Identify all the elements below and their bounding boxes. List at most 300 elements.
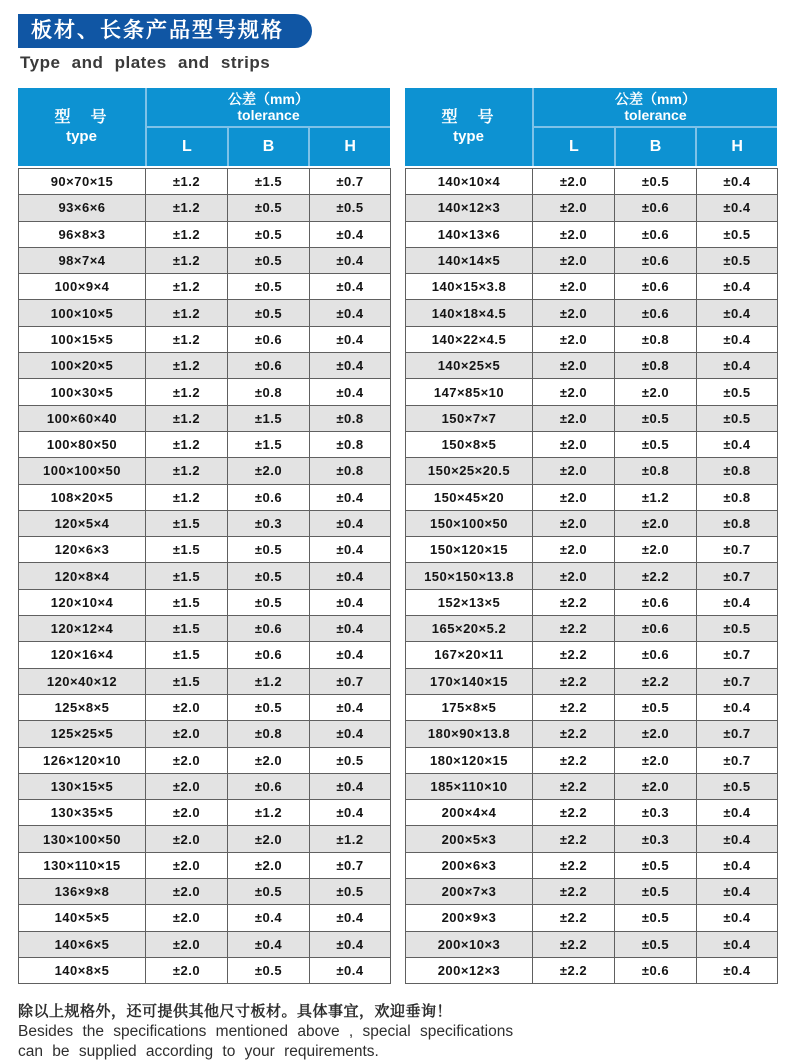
tolerance-cell: ±0.6: [615, 589, 697, 615]
tolerance-cell: ±1.5: [146, 616, 228, 642]
tolerance-cell: ±2.0: [615, 537, 697, 563]
tolerance-cell: ±1.5: [228, 169, 310, 195]
type-cell: 200×12×3: [406, 957, 533, 983]
tolerance-cell: ±1.2: [146, 195, 228, 221]
type-cell: 200×7×3: [406, 879, 533, 905]
tolerance-cell: ±1.2: [146, 326, 228, 352]
type-cell: 170×140×15: [406, 668, 533, 694]
tolerance-cell: ±0.6: [615, 274, 697, 300]
tolerance-cell: ±1.2: [228, 668, 310, 694]
type-cell: 140×6×5: [19, 931, 146, 957]
tolerance-cell: ±0.3: [228, 510, 310, 536]
tolerance-cell: ±1.5: [146, 563, 228, 589]
table-row: [19, 405, 391, 431]
type-cell: 98×7×4: [19, 247, 146, 273]
table-row: [406, 563, 778, 589]
tolerance-cell: ±2.0: [146, 747, 228, 773]
tolerance-cell: ±2.2: [533, 957, 615, 983]
tolerance-cell: ±0.5: [228, 300, 310, 326]
tolerance-cell: ±2.0: [533, 353, 615, 379]
tolerance-cell: ±0.5: [228, 694, 310, 720]
tolerance-cell: ±2.0: [533, 274, 615, 300]
tolerance-cell: ±2.0: [615, 773, 697, 799]
tolerance-cell: ±1.2: [310, 826, 391, 852]
page-title-banner: [18, 14, 312, 48]
page-subtitle: Type and plates and strips: [20, 53, 271, 72]
tolerance-cell: ±2.2: [533, 773, 615, 799]
tolerance-cell: ±1.2: [615, 484, 697, 510]
tolerance-cell: ±1.2: [146, 247, 228, 273]
table-row: [19, 642, 391, 668]
type-cell: 130×100×50: [19, 826, 146, 852]
table-row: [406, 852, 778, 878]
tolerance-cell: ±2.2: [533, 642, 615, 668]
tolerance-cell: ±2.0: [146, 852, 228, 878]
tolerance-cell: ±2.2: [615, 563, 697, 589]
footer-note-en-line1: Besides the specifications mentioned above , special specifications: [18, 1022, 514, 1040]
tolerance-cell: ±2.2: [533, 879, 615, 905]
tolerance-cell: ±0.5: [615, 879, 697, 905]
tolerance-cell: ±2.0: [146, 800, 228, 826]
type-cell: 167×20×11: [406, 642, 533, 668]
tolerance-cell: ±2.0: [146, 721, 228, 747]
table-body-left: [18, 168, 391, 984]
tolerance-cell: ±0.5: [310, 195, 391, 221]
table-row: [19, 852, 391, 878]
footer-note-cn: 除以上规格外，还可提供其他尺寸板材。具体事宜，欢迎垂询！: [18, 1003, 453, 1021]
type-cell: 150×7×7: [406, 405, 533, 431]
type-cell: 120×6×3: [19, 537, 146, 563]
tolerance-cell: ±1.2: [146, 431, 228, 457]
type-cell: 130×110×15: [19, 852, 146, 878]
tolerance-label-cn: 公差（mm）: [615, 90, 696, 107]
tolerance-cell: ±2.0: [146, 957, 228, 983]
tolerance-cell: ±2.2: [533, 747, 615, 773]
tolerance-cell: ±0.4: [310, 379, 391, 405]
tolerance-cell: ±0.6: [228, 484, 310, 510]
tolerance-cell: ±2.0: [146, 931, 228, 957]
type-cell: 136×9×8: [19, 879, 146, 905]
tolerance-cell: ±2.0: [146, 826, 228, 852]
tolerance-cell: ±2.0: [228, 747, 310, 773]
lbh-header-row: [147, 128, 390, 166]
tolerance-cell: ±0.5: [697, 405, 778, 431]
type-cell: 140×5×5: [19, 905, 146, 931]
tolerance-cell: ±0.7: [697, 642, 778, 668]
table-row: [19, 589, 391, 615]
tolerance-cell: ±0.6: [615, 642, 697, 668]
tolerance-cell: ±0.6: [228, 642, 310, 668]
lbh-header-row: [534, 128, 777, 166]
type-cell: 100×100×50: [19, 458, 146, 484]
tolerance-cell: ±0.4: [697, 957, 778, 983]
tolerance-cell: ±0.4: [310, 957, 391, 983]
tolerance-cell: ±0.4: [310, 905, 391, 931]
type-cell: 165×20×5.2: [406, 616, 533, 642]
tolerance-cell: ±1.5: [146, 668, 228, 694]
table-row: [19, 800, 391, 826]
tolerance-cell: ±0.5: [615, 905, 697, 931]
type-cell: 100×9×4: [19, 274, 146, 300]
type-label-cn: 型 号: [441, 109, 496, 127]
table-row: [406, 905, 778, 931]
table-row: [406, 405, 778, 431]
tolerance-cell: ±0.4: [310, 800, 391, 826]
type-cell: 140×10×4: [406, 169, 533, 195]
tolerance-cell: ±0.3: [615, 826, 697, 852]
tolerance-cell: ±0.8: [310, 458, 391, 484]
tolerance-cell: ±2.0: [533, 169, 615, 195]
tolerance-cell: ±0.4: [310, 274, 391, 300]
table-row: [406, 510, 778, 536]
type-cell: 140×15×3.8: [406, 274, 533, 300]
tolerance-cell: ±2.2: [533, 852, 615, 878]
tolerance-cell: ±2.2: [533, 668, 615, 694]
tolerance-cell: ±0.4: [697, 694, 778, 720]
tolerance-cell: ±0.6: [228, 616, 310, 642]
type-cell: 185×110×10: [406, 773, 533, 799]
tolerance-cell: ±1.2: [146, 274, 228, 300]
tolerance-cell: ±2.0: [615, 510, 697, 536]
type-label-en: type: [453, 127, 484, 145]
type-cell: 175×8×5: [406, 694, 533, 720]
table-row: [19, 905, 391, 931]
table-row: [19, 537, 391, 563]
footer-note: [18, 1002, 782, 1062]
tolerance-column-header: [147, 88, 390, 166]
tolerance-cell: ±0.4: [228, 931, 310, 957]
tolerance-cell: ±0.4: [310, 221, 391, 247]
tolerance-cell: ±0.8: [697, 458, 778, 484]
tolerance-cell: ±2.0: [533, 484, 615, 510]
tolerance-cell: ±0.5: [228, 879, 310, 905]
tolerance-cell: ±0.8: [615, 326, 697, 352]
tolerance-cell: ±1.5: [146, 589, 228, 615]
type-cell: 100×10×5: [19, 300, 146, 326]
tolerance-cell: ±2.0: [533, 326, 615, 352]
tolerance-cell: ±0.4: [310, 721, 391, 747]
tolerance-cell: ±0.4: [310, 642, 391, 668]
type-cell: 90×70×15: [19, 169, 146, 195]
tolerance-cell: ±0.5: [697, 616, 778, 642]
tolerance-cell: ±0.4: [310, 484, 391, 510]
type-label-en: type: [66, 127, 97, 145]
table-row: [19, 694, 391, 720]
type-cell: 125×25×5: [19, 721, 146, 747]
type-cell: 200×10×3: [406, 931, 533, 957]
tolerance-cell: ±0.7: [697, 537, 778, 563]
table-row: [406, 721, 778, 747]
type-column-header: [405, 88, 534, 166]
table-row: [19, 431, 391, 457]
column-header-h: H: [308, 128, 390, 166]
tolerance-cell: ±1.2: [146, 300, 228, 326]
type-cell: 120×10×4: [19, 589, 146, 615]
tolerance-cell: ±0.5: [615, 931, 697, 957]
tolerance-cell: ±0.5: [615, 431, 697, 457]
tolerance-cell: ±2.0: [533, 300, 615, 326]
tolerance-cell: ±2.0: [533, 510, 615, 536]
tolerance-cell: ±0.4: [697, 326, 778, 352]
tolerance-cell: ±0.4: [697, 274, 778, 300]
type-cell: 147×85×10: [406, 379, 533, 405]
type-cell: 100×15×5: [19, 326, 146, 352]
table-row: [19, 169, 391, 195]
tolerance-cell: ±2.0: [533, 221, 615, 247]
tolerance-cell: ±0.4: [697, 905, 778, 931]
tolerance-label-cn: 公差（mm）: [228, 90, 309, 107]
type-cell: 120×16×4: [19, 642, 146, 668]
tolerance-cell: ±0.4: [310, 694, 391, 720]
table-row: [406, 484, 778, 510]
type-cell: 120×5×4: [19, 510, 146, 536]
table-row: [19, 721, 391, 747]
tolerance-cell: ±0.4: [310, 510, 391, 536]
type-cell: 140×25×5: [406, 353, 533, 379]
tolerance-cell: ±0.7: [310, 169, 391, 195]
tolerance-cell: ±2.0: [228, 826, 310, 852]
tolerance-cell: ±0.7: [310, 668, 391, 694]
type-cell: 108×20×5: [19, 484, 146, 510]
type-cell: 100×60×40: [19, 405, 146, 431]
column-header-l: L: [181, 138, 192, 155]
tolerance-cell: ±0.6: [615, 616, 697, 642]
tolerance-cell: ±0.5: [228, 537, 310, 563]
tolerance-cell: ±0.4: [697, 931, 778, 957]
tolerance-cell: ±0.5: [697, 247, 778, 273]
type-cell: 100×30×5: [19, 379, 146, 405]
type-cell: 100×20×5: [19, 353, 146, 379]
tolerance-cell: ±2.0: [615, 379, 697, 405]
type-cell: 180×90×13.8: [406, 721, 533, 747]
tolerance-cell: ±1.2: [146, 484, 228, 510]
table-row: [406, 247, 778, 273]
table-row: [19, 247, 391, 273]
tolerance-cell: ±2.0: [146, 694, 228, 720]
type-cell: 140×13×6: [406, 221, 533, 247]
tolerance-cell: ±2.0: [615, 721, 697, 747]
tolerance-cell: ±0.8: [697, 510, 778, 536]
tolerance-cell: ±1.5: [146, 642, 228, 668]
type-cell: 130×15×5: [19, 773, 146, 799]
tolerance-cell: ±2.0: [146, 879, 228, 905]
spec-table-left: [18, 88, 390, 984]
table-row: [19, 195, 391, 221]
tolerance-cell: ±2.0: [146, 905, 228, 931]
table-row: [406, 589, 778, 615]
type-cell: 180×120×15: [406, 747, 533, 773]
tolerance-cell: ±0.5: [615, 694, 697, 720]
table-row: [406, 195, 778, 221]
table-row: [19, 879, 391, 905]
tolerance-cell: ±1.2: [146, 353, 228, 379]
table-row: [19, 458, 391, 484]
tolerance-header: [534, 88, 777, 128]
tolerance-cell: ±0.5: [228, 247, 310, 273]
tolerance-cell: ±2.0: [533, 458, 615, 484]
type-cell: 200×4×4: [406, 800, 533, 826]
tolerance-cell: ±2.0: [146, 773, 228, 799]
tolerance-cell: ±2.2: [533, 905, 615, 931]
footer-note-en-line2: can be supplied according to your requirements.: [18, 1042, 379, 1060]
type-cell: 140×8×5: [19, 957, 146, 983]
tolerance-header: [147, 88, 390, 128]
tolerance-cell: ±2.0: [615, 747, 697, 773]
table-row: [406, 431, 778, 457]
table-row: [406, 694, 778, 720]
table-row: [19, 826, 391, 852]
type-cell: 200×5×3: [406, 826, 533, 852]
tolerance-cell: ±0.5: [697, 221, 778, 247]
column-header-l: L: [568, 138, 579, 155]
tolerance-cell: ±0.4: [310, 931, 391, 957]
tolerance-cell: ±0.4: [228, 905, 310, 931]
table-row: [19, 300, 391, 326]
tolerance-label-en: tolerance: [237, 107, 300, 123]
tolerance-cell: ±2.2: [533, 931, 615, 957]
tolerance-cell: ±2.0: [533, 247, 615, 273]
tolerance-cell: ±0.6: [615, 957, 697, 983]
tolerance-cell: ±1.2: [146, 169, 228, 195]
tolerance-cell: ±0.8: [310, 405, 391, 431]
tolerance-cell: ±0.6: [228, 326, 310, 352]
table-row: [406, 879, 778, 905]
tolerance-cell: ±0.5: [310, 879, 391, 905]
tolerance-cell: ±0.6: [615, 247, 697, 273]
tolerance-cell: ±1.5: [228, 431, 310, 457]
table-header-left: [18, 88, 390, 166]
table-row: [406, 326, 778, 352]
tolerance-cell: ±0.4: [310, 326, 391, 352]
type-cell: 200×6×3: [406, 852, 533, 878]
tolerance-cell: ±0.6: [615, 300, 697, 326]
tolerance-cell: ±1.2: [146, 458, 228, 484]
tolerance-cell: ±1.2: [146, 221, 228, 247]
tolerance-cell: ±2.0: [533, 537, 615, 563]
tolerance-cell: ±2.0: [533, 431, 615, 457]
type-cell: 93×6×6: [19, 195, 146, 221]
tolerance-cell: ±0.5: [228, 589, 310, 615]
tolerance-cell: ±0.5: [310, 747, 391, 773]
table-row: [406, 800, 778, 826]
tolerance-cell: ±1.2: [146, 379, 228, 405]
tolerance-cell: ±0.4: [310, 353, 391, 379]
tolerance-cell: ±1.5: [228, 405, 310, 431]
type-cell: 140×14×5: [406, 247, 533, 273]
tolerance-cell: ±2.0: [533, 379, 615, 405]
tolerance-cell: ±0.5: [228, 195, 310, 221]
table-row: [406, 274, 778, 300]
tolerance-cell: ±0.4: [310, 537, 391, 563]
type-cell: 140×18×4.5: [406, 300, 533, 326]
tolerance-cell: ±0.7: [697, 721, 778, 747]
table-row: [19, 379, 391, 405]
table-row: [406, 616, 778, 642]
tolerance-cell: ±0.7: [310, 852, 391, 878]
tolerance-cell: ±0.6: [615, 195, 697, 221]
tolerance-cell: ±0.6: [615, 221, 697, 247]
tolerance-cell: ±1.2: [146, 405, 228, 431]
table-row: [406, 379, 778, 405]
type-cell: 120×8×4: [19, 563, 146, 589]
tolerance-cell: ±0.4: [697, 300, 778, 326]
tolerance-cell: ±2.2: [533, 616, 615, 642]
type-cell: 150×100×50: [406, 510, 533, 536]
tolerance-label-en: tolerance: [624, 107, 687, 123]
tolerance-cell: ±2.2: [615, 668, 697, 694]
tolerance-cell: ±2.0: [533, 405, 615, 431]
table-row: [406, 826, 778, 852]
tolerance-cell: ±0.8: [228, 721, 310, 747]
table-row: [406, 931, 778, 957]
table-row: [19, 353, 391, 379]
table-row: [406, 169, 778, 195]
tolerance-cell: ±0.3: [615, 800, 697, 826]
column-header-h: H: [695, 128, 777, 166]
type-cell: 152×13×5: [406, 589, 533, 615]
type-cell: 96×8×3: [19, 221, 146, 247]
table-row: [406, 668, 778, 694]
table-row: [406, 458, 778, 484]
table-body-right: [405, 168, 778, 984]
tolerance-cell: ±0.7: [697, 668, 778, 694]
table-row: [406, 642, 778, 668]
tolerance-cell: ±0.5: [615, 405, 697, 431]
tolerance-cell: ±2.2: [533, 826, 615, 852]
table-row: [19, 274, 391, 300]
tolerance-cell: ±0.6: [228, 353, 310, 379]
type-label-cn: 型 号: [54, 109, 109, 127]
spec-tables-container: [18, 88, 782, 984]
table-row: [19, 563, 391, 589]
tolerance-cell: ±0.7: [697, 747, 778, 773]
tolerance-cell: ±0.4: [310, 300, 391, 326]
tolerance-cell: ±1.5: [146, 537, 228, 563]
table-row: [406, 773, 778, 799]
table-row: [19, 616, 391, 642]
spec-table-right: [405, 88, 777, 984]
tolerance-cell: ±0.7: [697, 563, 778, 589]
tolerance-cell: ±1.2: [228, 800, 310, 826]
tolerance-cell: ±0.5: [697, 379, 778, 405]
type-cell: 150×150×13.8: [406, 563, 533, 589]
table-row: [406, 221, 778, 247]
table-row: [406, 353, 778, 379]
type-cell: 140×12×3: [406, 195, 533, 221]
tolerance-cell: ±0.8: [615, 458, 697, 484]
tolerance-cell: ±2.2: [533, 589, 615, 615]
tolerance-cell: ±0.5: [228, 274, 310, 300]
tolerance-column-header: [534, 88, 777, 166]
type-cell: 120×40×12: [19, 668, 146, 694]
tolerance-cell: ±0.4: [310, 563, 391, 589]
type-cell: 150×25×20.5: [406, 458, 533, 484]
tolerance-cell: ±0.4: [697, 431, 778, 457]
type-cell: 140×22×4.5: [406, 326, 533, 352]
tolerance-cell: ±0.4: [697, 353, 778, 379]
tolerance-cell: ±2.0: [228, 458, 310, 484]
tolerance-cell: ±2.0: [228, 852, 310, 878]
type-cell: 130×35×5: [19, 800, 146, 826]
type-cell: 200×9×3: [406, 905, 533, 931]
column-header-b: B: [227, 128, 309, 166]
tolerance-cell: ±0.5: [615, 852, 697, 878]
tolerance-cell: ±2.2: [533, 721, 615, 747]
type-cell: 120×12×4: [19, 616, 146, 642]
type-column-header: [18, 88, 147, 166]
table-row: [406, 537, 778, 563]
type-cell: 125×8×5: [19, 694, 146, 720]
